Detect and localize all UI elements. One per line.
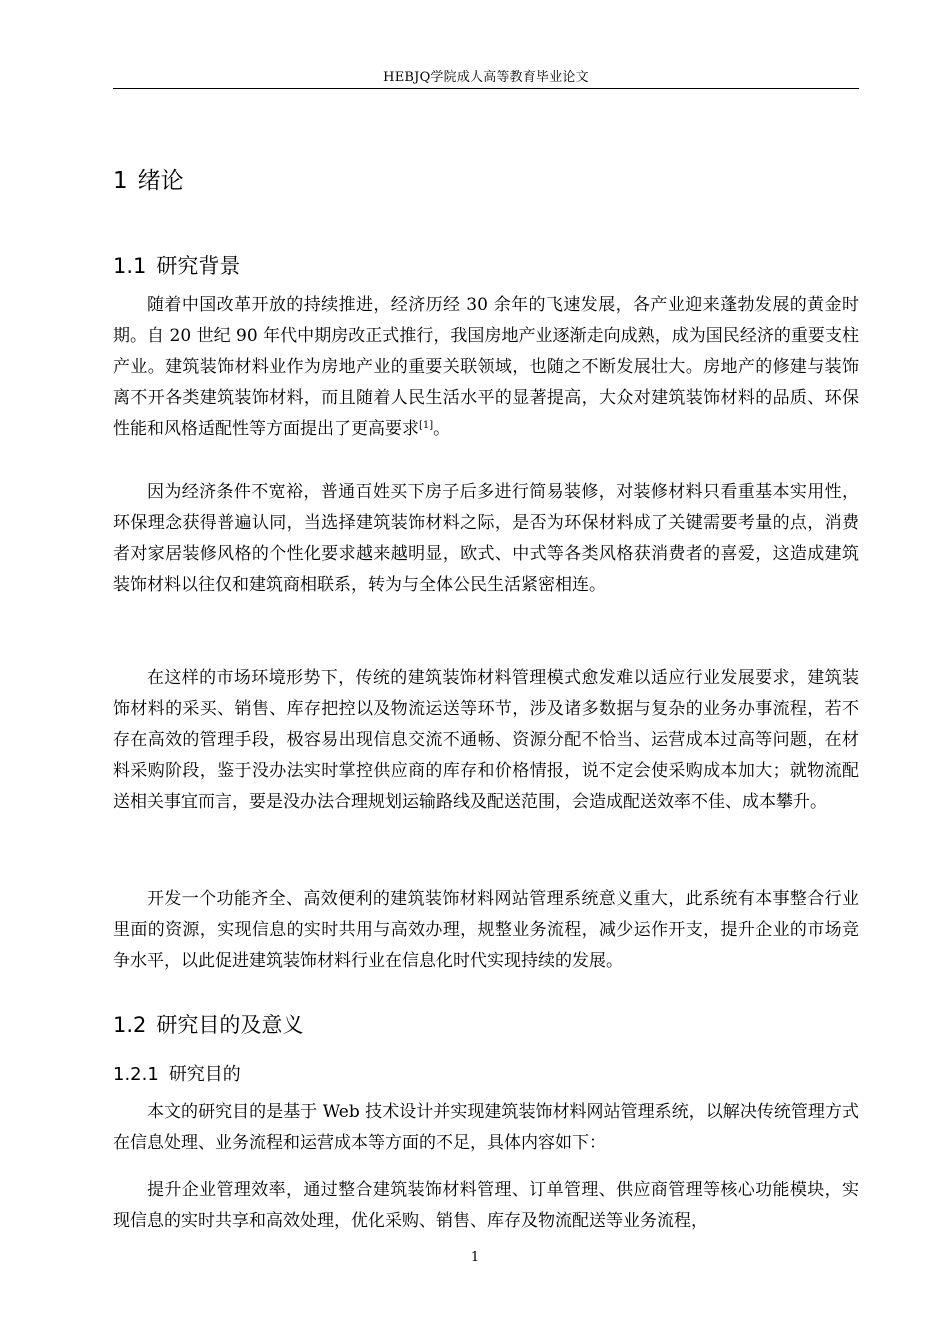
page-header: HEBJQ学院成人高等教育毕业论文 bbox=[383, 70, 589, 85]
subsection-number: 1.2.1 bbox=[113, 1064, 159, 1085]
chapter-heading bbox=[113, 162, 184, 195]
section-number: 1.2 bbox=[113, 1013, 147, 1037]
paragraph-text: 随着中国改革开放的持续推进，经济历经 30 余年的飞速发展，各产业迎来蓬勃发展的黄金时期。自 20 世纪 90 年代中期房改正式推行，我国房地产业逐渐走向成熟，成为国民经济的重要支柱产业。建筑装饰材料业作为房地产业的重要关联领域，也随之不断发展壮大。房地产的修建与装饰离不开各类建筑装饰材料，而且随着人民生活水平的显著提高，大众对建筑装饰材料的品质、环保性能和风格适配性等方面提出了更高要求 bbox=[113, 295, 859, 439]
subsection-heading-1-2-1 bbox=[113, 1060, 241, 1086]
section-heading-1-2 bbox=[113, 1009, 303, 1039]
paragraph-5: 本文的研究目的是基于 Web 技术设计并实现建筑装饰材料网站管理系统，以解决传统管理方式在信息处理、业务流程和运营成本等方面的不足，具体内容如下： bbox=[113, 1102, 859, 1153]
paragraph-4: 开发一个功能齐全、高效便利的建筑装饰材料网站管理系统意义重大，此系统有本事整合行业里面的资源，实现信息的实时共用与高效办理，规整业务流程，减少运作开支，提升企业的市场竞争水平，以此促进建筑装饰材料行业在信息化时代实现持续的发展。 bbox=[113, 889, 859, 971]
citation-ref: [1] bbox=[419, 420, 434, 431]
paragraph-2: 因为经济条件不宽裕，普通百姓买下房子后多进行简易装修，对装修材料只看重基本实用性，环保理念获得普遍认同，当选择建筑装饰材料之际，是否为环保材料成了关键需要考量的点，消费者对家居装修风格的个性化要求越来越明显，欧式、中式等各类风格获消费者的喜爱，这造成建筑装饰材料以往仅和建筑商相联系，转为与全体公民生活紧密相连。 bbox=[113, 482, 859, 595]
section-number: 1.1 bbox=[113, 254, 147, 278]
paragraph-1 bbox=[113, 290, 859, 445]
chapter-title: 绪论 bbox=[137, 168, 184, 194]
paragraph-3: 在这样的市场环境形势下，传统的建筑装饰材料管理模式愈发难以适应行业发展要求，建筑装饰材料的采买、销售、库存把控以及物流运送等环节，涉及诸多数据与复杂的业务办事流程，若不存在高效的管理手段，极容易出现信息交流不通畅、资源分配不恰当、运营成本过高等问题，在材料采购阶段，鉴于没办法实时掌控供应商的库存和价格情报，说不定会使采购成本加大；就物流配送相关事宜而言，要是没办法合理规划运输路线及配送范围，会造成配送效率不佳、成本攀升。 bbox=[113, 668, 859, 812]
section-title: 研究目的及意义 bbox=[156, 1013, 304, 1037]
paragraph-6: 提升企业管理效率，通过整合建筑装饰材料管理、订单管理、供应商管理等核心功能模块，实现信息的实时共享和高效处理，优化采购、销售、库存及物流配送等业务流程， bbox=[113, 1180, 859, 1231]
page-number: 1 bbox=[470, 1250, 480, 1265]
header-rule bbox=[113, 88, 859, 89]
section-title: 研究背景 bbox=[156, 254, 241, 278]
chapter-number: 1 bbox=[113, 168, 128, 194]
subsection-title: 研究目的 bbox=[168, 1064, 241, 1085]
section-heading-1-1 bbox=[113, 250, 240, 280]
paragraph-end: 。 bbox=[433, 419, 451, 439]
